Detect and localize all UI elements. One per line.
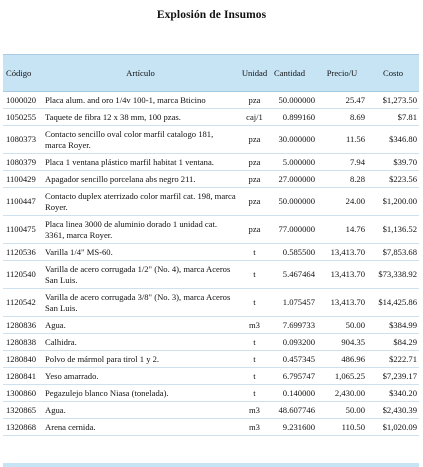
- cell-quantity: 5.000000: [271, 154, 317, 171]
- cell-article: Placa alum. and oro 1/4v 100-1, marca Bticino: [43, 92, 238, 109]
- cell-article: Polvo de mármol para tirol 1 y 2.: [43, 351, 238, 368]
- table-row: [3, 419, 419, 436]
- cell-quantity: 1.075457: [271, 289, 317, 317]
- cell-cost: $340.20: [367, 385, 419, 402]
- cell-quantity: 50.000000: [271, 188, 317, 216]
- cell-price: 904.35: [317, 334, 367, 351]
- cell-price: 24.00: [317, 188, 367, 216]
- cell-price: 13,413.70: [317, 244, 367, 261]
- table-header-row: [3, 55, 419, 92]
- cell-code: 1280841: [3, 368, 43, 385]
- cell-cost: $7,853.68: [367, 244, 419, 261]
- cell-code: 1100475: [3, 216, 43, 244]
- page-title: Explosión de Insumos: [156, 9, 267, 21]
- cell-price: 13,413.70: [317, 261, 367, 289]
- cell-price: 486.96: [317, 351, 367, 368]
- cell-cost: $1,136.52: [367, 216, 419, 244]
- cell-code: 1080373: [3, 126, 43, 154]
- cell-quantity: 27.000000: [271, 171, 317, 188]
- cell-quantity: 50.000000: [271, 92, 317, 109]
- cell-cost: $384.99: [367, 317, 419, 334]
- cell-article: Agua.: [43, 402, 238, 419]
- cell-quantity: 77.000000: [271, 216, 317, 244]
- cell-unit: t: [238, 261, 271, 289]
- cell-article: Varilla de acero corrugada 3/8" (No. 3), marca Aceros San Luis.: [43, 289, 238, 317]
- cell-cost: $223.56: [367, 171, 419, 188]
- cell-article: Calhidra.: [43, 334, 238, 351]
- cell-unit: t: [238, 334, 271, 351]
- table-bottom-edge: [3, 463, 419, 467]
- cell-unit: m3: [238, 402, 271, 419]
- cell-unit: pza: [238, 171, 271, 188]
- cell-code: 1120536: [3, 244, 43, 261]
- table-row: [3, 317, 419, 334]
- cell-cost: $7,239.17: [367, 368, 419, 385]
- cell-price: 8.69: [317, 109, 367, 126]
- cell-unit: pza: [238, 92, 271, 109]
- cell-price: 1,065.25: [317, 368, 367, 385]
- cell-code: 1320865: [3, 402, 43, 419]
- cell-code: 1050255: [3, 109, 43, 126]
- cell-cost: $84.29: [367, 334, 419, 351]
- cell-quantity: 30.000000: [271, 126, 317, 154]
- column-header-price: Precio/U: [317, 55, 367, 92]
- table-row: [3, 261, 419, 289]
- cell-code: 1100447: [3, 188, 43, 216]
- cell-article: Pegazulejo blanco Niasa (tonelada).: [43, 385, 238, 402]
- cell-code: 1300860: [3, 385, 43, 402]
- cell-cost: $1,273.50: [367, 92, 419, 109]
- cell-cost: $346.80: [367, 126, 419, 154]
- column-header-quantity: Cantidad: [271, 55, 317, 92]
- table-row: [3, 216, 419, 244]
- cell-article: Contacto sencillo oval color marfil catalogo 181, marca Royer.: [43, 126, 238, 154]
- cell-unit: t: [238, 244, 271, 261]
- table-row: [3, 289, 419, 317]
- cell-price: 11.56: [317, 126, 367, 154]
- cell-price: 8.28: [317, 171, 367, 188]
- cell-price: 14.76: [317, 216, 367, 244]
- cell-article: Contacto duplex aterrizado color marfil cat. 198, marca Royer.: [43, 188, 238, 216]
- cell-cost: $39.70: [367, 154, 419, 171]
- table-row: [3, 368, 419, 385]
- cell-unit: pza: [238, 188, 271, 216]
- cell-code: 1120540: [3, 261, 43, 289]
- cell-price: 13,413.70: [317, 289, 367, 317]
- cell-code: 1120542: [3, 289, 43, 317]
- cell-article: Yeso amarrado.: [43, 368, 238, 385]
- cell-unit: t: [238, 368, 271, 385]
- cell-unit: pza: [238, 126, 271, 154]
- cell-code: 1280836: [3, 317, 43, 334]
- cell-quantity: 9.231600: [271, 419, 317, 436]
- cell-code: 1000020: [3, 92, 43, 109]
- supplies-table: [3, 54, 419, 436]
- cell-cost: $2,430.39: [367, 402, 419, 419]
- cell-article: Varilla de acero corrugada 1/2" (No. 4), marca Aceros San Luis.: [43, 261, 238, 289]
- table-row: [3, 334, 419, 351]
- cell-article: Placa linea 3000 de aluminio dorado 1 unidad cat. 3361, marca Royer.: [43, 216, 238, 244]
- cell-unit: pza: [238, 216, 271, 244]
- cell-quantity: 48.607746: [271, 402, 317, 419]
- column-header-code: Código: [3, 55, 43, 92]
- column-header-unit: Unidad: [238, 55, 271, 92]
- cell-cost: $14,425.86: [367, 289, 419, 317]
- cell-price: 50.00: [317, 402, 367, 419]
- cell-article: Arena cernida.: [43, 419, 238, 436]
- table-row: [3, 109, 419, 126]
- cell-cost: $7.81: [367, 109, 419, 126]
- cell-code: 1100429: [3, 171, 43, 188]
- cell-unit: caj/1: [238, 109, 271, 126]
- cell-code: 1280840: [3, 351, 43, 368]
- cell-quantity: 5.467464: [271, 261, 317, 289]
- cell-quantity: 0.457345: [271, 351, 317, 368]
- cell-price: 7.94: [317, 154, 367, 171]
- column-header-cost: Costo: [367, 55, 419, 92]
- cell-quantity: 0.093200: [271, 334, 317, 351]
- table-row: [3, 126, 419, 154]
- cell-price: 110.50: [317, 419, 367, 436]
- cell-article: Agua.: [43, 317, 238, 334]
- cell-unit: m3: [238, 317, 271, 334]
- cell-cost: $1,200.00: [367, 188, 419, 216]
- cell-unit: pza: [238, 154, 271, 171]
- cell-quantity: 0.585500: [271, 244, 317, 261]
- cell-article: Placa 1 ventana plástico marfil habitat 1 ventana.: [43, 154, 238, 171]
- column-header-article: Artículo: [43, 55, 238, 92]
- cell-unit: m3: [238, 419, 271, 436]
- cell-quantity: 0.140000: [271, 385, 317, 402]
- cell-code: 1280838: [3, 334, 43, 351]
- cell-cost: $1,020.09: [367, 419, 419, 436]
- cell-article: Taquete de fibra 12 x 38 mm, 100 pzas.: [43, 109, 238, 126]
- cell-quantity: 6.795747: [271, 368, 317, 385]
- table-row: [3, 244, 419, 261]
- cell-price: 50.00: [317, 317, 367, 334]
- cell-article: Varilla 1/4" MS-60.: [43, 244, 238, 261]
- table-row: [3, 385, 419, 402]
- cell-unit: t: [238, 351, 271, 368]
- cell-price: 25.47: [317, 92, 367, 109]
- cell-code: 1320868: [3, 419, 43, 436]
- cell-article: Apagador sencillo porcelana abs negro 211.: [43, 171, 238, 188]
- cell-quantity: 7.699733: [271, 317, 317, 334]
- cell-unit: t: [238, 289, 271, 317]
- table-row: [3, 351, 419, 368]
- table-row: [3, 171, 419, 188]
- table-body: [3, 92, 419, 436]
- cell-price: 2,430.00: [317, 385, 367, 402]
- cell-code: 1080379: [3, 154, 43, 171]
- cell-cost: $222.71: [367, 351, 419, 368]
- cell-unit: t: [238, 385, 271, 402]
- cell-quantity: 0.899160: [271, 109, 317, 126]
- table-row: [3, 188, 419, 216]
- table-row: [3, 154, 419, 171]
- table-row: [3, 402, 419, 419]
- cell-cost: $73,338.92: [367, 261, 419, 289]
- table-row: [3, 92, 419, 109]
